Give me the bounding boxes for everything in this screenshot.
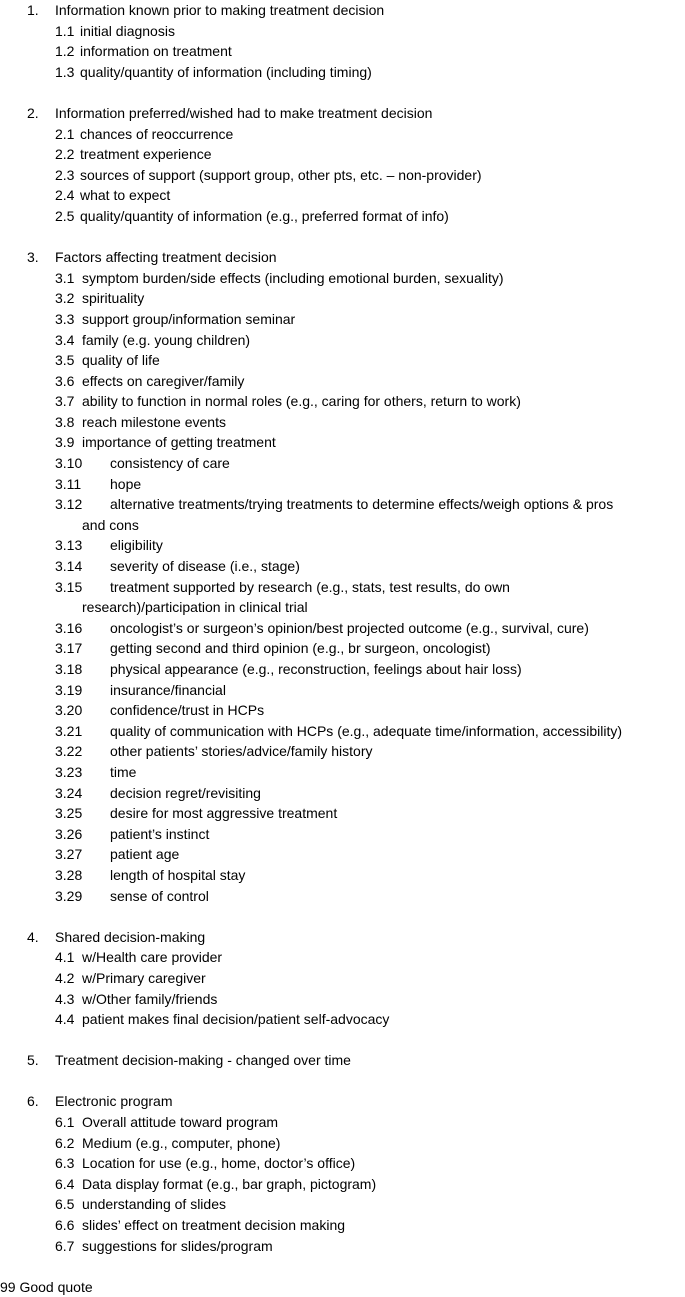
item-text: patient age — [110, 846, 180, 863]
item-number: 3.5 — [55, 352, 75, 369]
section-heading — [0, 247, 685, 268]
list-item — [0, 947, 685, 968]
item-text: sources of support (support group, other pts, etc. – non-provider) — [80, 166, 482, 183]
section-5 — [0, 1050, 685, 1071]
list-item — [0, 412, 685, 433]
item-text: Medium (e.g., computer, phone) — [82, 1134, 281, 1151]
section-spacer — [0, 227, 685, 248]
item-text: time — [110, 763, 137, 780]
item-number: 6.5 — [55, 1196, 75, 1213]
section-number: 4. — [27, 928, 39, 945]
list-item — [0, 371, 685, 392]
item-number: 3.2 — [55, 290, 75, 307]
item-text: desire for most aggressive treatment — [110, 805, 338, 822]
item-text: eligibility — [110, 537, 163, 554]
item-text: reach milestone events — [82, 413, 226, 430]
item-number: 4.1 — [55, 949, 75, 966]
list-item — [0, 1174, 685, 1195]
item-text: severity of disease (i.e., stage) — [110, 558, 300, 575]
item-text: insurance/financial — [110, 681, 226, 698]
item-text: sense of control — [110, 887, 209, 904]
item-number: 3.7 — [55, 393, 75, 410]
item-number: 6.3 — [55, 1155, 75, 1172]
list-item — [0, 577, 685, 598]
list-item — [0, 865, 685, 886]
list-item — [0, 1215, 685, 1236]
item-text: family (e.g. young children) — [82, 331, 251, 348]
list-item — [0, 618, 685, 639]
item-number: 3.14 — [55, 558, 83, 575]
item-number: 2.2 — [55, 146, 75, 163]
item-text: initial diagnosis — [80, 22, 175, 39]
item-number: 6.6 — [55, 1217, 75, 1234]
section-spacer — [0, 1071, 685, 1092]
good-quote-code: 99 Good quote — [0, 1278, 93, 1295]
list-item — [0, 144, 685, 165]
item-text: effects on caregiver/family — [82, 372, 245, 389]
list-item — [0, 124, 685, 145]
item-number: 3.1 — [55, 269, 75, 286]
item-number: 4.3 — [55, 990, 75, 1007]
item-text-continuation: research)/participation in clinical trial — [82, 599, 308, 616]
item-number: 3.12 — [55, 496, 83, 513]
item-text: patient makes final decision/patient self-advocacy — [82, 1011, 390, 1028]
item-text: what to expect — [80, 187, 171, 204]
item-text: information on treatment — [80, 43, 232, 60]
list-item — [0, 556, 685, 577]
item-text: Data display format (e.g., bar graph, pictogram) — [82, 1175, 377, 1192]
item-number: 3.22 — [55, 743, 83, 760]
list-item — [0, 535, 685, 556]
list-item — [0, 288, 685, 309]
list-item — [0, 741, 685, 762]
item-text: confidence/trust in HCPs — [110, 702, 265, 719]
footer-row — [0, 1277, 685, 1297]
item-number: 3.29 — [55, 887, 83, 904]
item-number: 3.10 — [55, 455, 83, 472]
item-number: 2.1 — [55, 125, 75, 142]
section-spacer — [0, 906, 685, 927]
item-number: 6.4 — [55, 1175, 75, 1192]
section-title: Treatment decision-making - changed over time — [55, 1052, 351, 1069]
list-item — [0, 62, 685, 83]
item-text: hope — [110, 475, 142, 492]
item-text: suggestions for slides/program — [82, 1237, 273, 1254]
item-text: quality/quantity of information (including timing) — [80, 63, 372, 80]
item-text: getting second and third opinion (e.g., br surgeon, oncologist) — [110, 640, 491, 657]
item-number: 1.2 — [55, 43, 75, 60]
list-item — [0, 391, 685, 412]
item-text: support group/information seminar — [82, 310, 296, 327]
item-number: 6.1 — [55, 1114, 75, 1131]
item-text: other patients’ stories/advice/family history — [110, 743, 373, 760]
list-item — [0, 1112, 685, 1133]
item-text: quality of life — [82, 352, 160, 369]
item-number: 3.18 — [55, 661, 83, 677]
item-text: Location for use (e.g., home, doctor’s office) — [82, 1155, 356, 1172]
section-1 — [0, 0, 685, 82]
item-text: consistency of care — [110, 455, 230, 472]
list-item — [0, 721, 685, 742]
section-spacer — [0, 1030, 685, 1051]
list-item — [0, 783, 685, 804]
section-title: Factors affecting treatment decision — [55, 249, 277, 266]
item-number: 3.9 — [55, 434, 75, 451]
item-number: 4.2 — [55, 969, 75, 986]
section-heading — [0, 1050, 685, 1071]
item-number: 3.28 — [55, 866, 83, 883]
item-text: spirituality — [82, 290, 145, 307]
item-number: 3.19 — [55, 681, 83, 698]
item-text: alternative treatments/trying treatments to determine effects/weigh options & pros — [110, 496, 614, 513]
list-item — [0, 185, 685, 206]
item-number: 1.1 — [55, 22, 75, 39]
item-number: 3.27 — [55, 846, 83, 863]
item-text: Overall attitude toward program — [82, 1114, 279, 1131]
list-item — [0, 1236, 685, 1257]
item-number: 3.26 — [55, 825, 83, 842]
item-number: 3.17 — [55, 640, 83, 657]
item-number: 3.11 — [55, 475, 82, 492]
item-text: quality/quantity of information (e.g., preferred format of info) — [80, 207, 449, 224]
section-number: 5. — [27, 1052, 39, 1069]
item-text-continuation: and cons — [82, 516, 139, 533]
item-text: w/Health care provider — [82, 949, 223, 966]
item-text: chances of reoccurrence — [80, 125, 234, 142]
section-title: Electronic program — [55, 1093, 173, 1110]
list-item — [0, 1009, 685, 1030]
section-spacer — [0, 82, 685, 103]
list-item — [0, 659, 685, 680]
item-number: 3.16 — [55, 619, 83, 636]
section-number: 1. — [27, 2, 39, 18]
section-6 — [0, 1091, 685, 1256]
list-item — [0, 165, 685, 186]
item-text: patient’s instinct — [110, 825, 210, 842]
list-item — [0, 803, 685, 824]
item-number: 3.21 — [55, 722, 83, 739]
list-item — [0, 432, 685, 453]
list-item — [0, 968, 685, 989]
section-number: 3. — [27, 249, 39, 266]
section-title: Information known prior to making treatment decision — [55, 2, 385, 18]
item-text: understanding of slides — [82, 1196, 226, 1213]
list-item — [0, 886, 685, 907]
list-item — [0, 989, 685, 1010]
list-item — [0, 330, 685, 351]
item-number: 6.2 — [55, 1134, 75, 1151]
section-title: Shared decision-making — [55, 928, 206, 945]
list-item — [0, 1133, 685, 1154]
item-text: decision regret/revisiting — [110, 784, 261, 801]
section-heading — [0, 1091, 685, 1112]
item-number: 2.3 — [55, 166, 75, 183]
list-item — [0, 824, 685, 845]
list-item — [0, 700, 685, 721]
item-number: 3.25 — [55, 805, 83, 822]
section-heading — [0, 103, 685, 124]
item-text: ability to function in normal roles (e.g., caring for others, return to work) — [82, 393, 521, 410]
item-text: quality of communication with HCPs (e.g., adequate time/information, accessibility) — [110, 722, 622, 739]
item-number: 4.4 — [55, 1011, 75, 1028]
item-text: length of hospital stay — [110, 866, 246, 883]
list-item — [0, 453, 685, 474]
item-number: 3.8 — [55, 413, 75, 430]
item-number: 1.3 — [55, 63, 75, 80]
item-text: treatment supported by research (e.g., stats, test results, do own — [110, 578, 510, 595]
list-item — [0, 21, 685, 42]
list-item — [0, 206, 685, 227]
section-4 — [0, 927, 685, 1030]
item-text: slides’ effect on treatment decision making — [82, 1217, 346, 1234]
list-item — [0, 41, 685, 62]
section-number: 6. — [27, 1093, 39, 1110]
list-item-continuation — [0, 597, 685, 618]
list-item — [0, 1194, 685, 1215]
section-3 — [0, 247, 685, 906]
list-item — [0, 268, 685, 289]
item-number: 3.15 — [55, 578, 83, 595]
item-number: 2.5 — [55, 207, 75, 224]
section-heading — [0, 927, 685, 948]
item-text: symptom burden/side effects (including emotional burden, sexuality) — [82, 269, 504, 286]
item-text: importance of getting treatment — [82, 434, 276, 451]
item-text: physical appearance (e.g., reconstruction, feelings about hair loss) — [110, 661, 522, 677]
item-number: 3.24 — [55, 784, 83, 801]
list-item — [0, 474, 685, 495]
item-number: 3.20 — [55, 702, 83, 719]
footer-spacer — [0, 1256, 685, 1277]
section-heading — [0, 0, 685, 21]
item-number: 6.7 — [55, 1237, 75, 1254]
list-item — [0, 680, 685, 701]
section-title: Information preferred/wished had to make treatment decision — [55, 104, 433, 121]
list-item — [0, 638, 685, 659]
item-number: 3.23 — [55, 763, 83, 780]
section-number: 2. — [27, 104, 39, 121]
section-2 — [0, 103, 685, 227]
item-text: treatment experience — [80, 146, 212, 163]
list-item — [0, 350, 685, 371]
list-item — [0, 844, 685, 865]
list-item-continuation — [0, 515, 685, 536]
item-number: 2.4 — [55, 187, 75, 204]
item-number: 3.3 — [55, 310, 75, 327]
list-item — [0, 494, 685, 515]
list-item — [0, 762, 685, 783]
item-number: 3.13 — [55, 537, 83, 554]
item-text: oncologist’s or surgeon’s opinion/best projected outcome (e.g., survival, cure) — [110, 619, 589, 636]
list-item — [0, 1153, 685, 1174]
list-item — [0, 309, 685, 330]
item-text: w/Other family/friends — [82, 990, 218, 1007]
item-number: 3.4 — [55, 331, 75, 348]
item-text: w/Primary caregiver — [82, 969, 206, 986]
item-number: 3.6 — [55, 372, 75, 389]
